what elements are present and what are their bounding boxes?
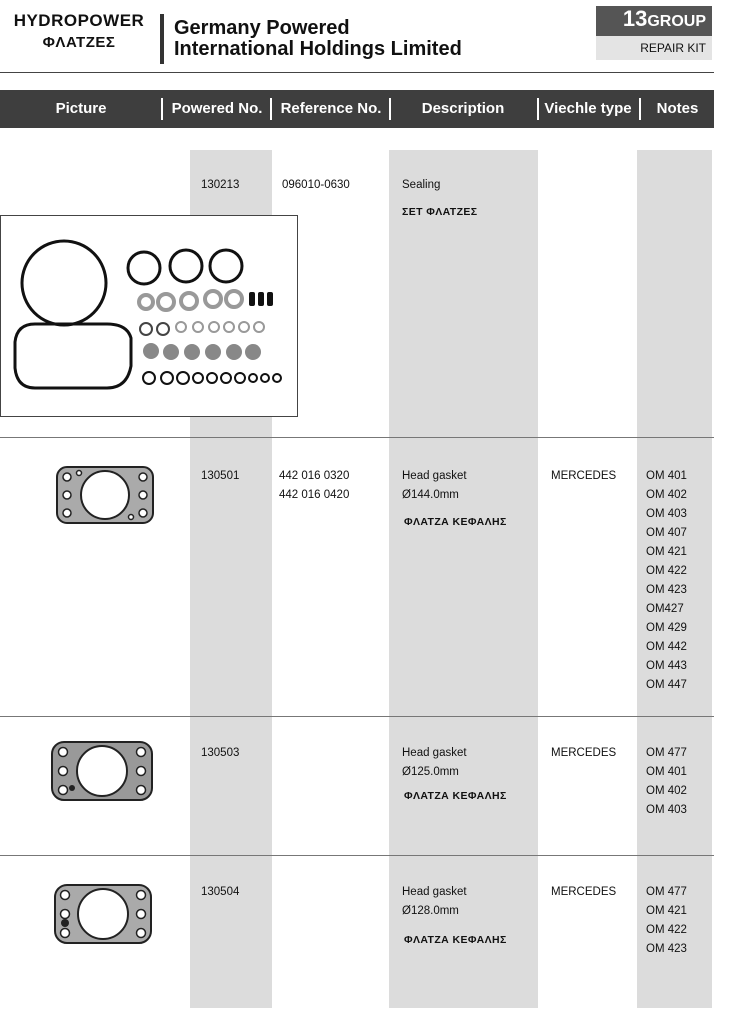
diameter: Ø125.0mm <box>402 766 459 778</box>
company-line-2: International Holdings Limited <box>174 38 462 60</box>
group-badge <box>596 6 712 36</box>
note-item: OM 422 <box>646 924 687 936</box>
row-divider <box>0 716 714 717</box>
brand-subtitle: ΦΛΑΤΖΕΣ <box>42 33 116 51</box>
description: Sealing <box>402 179 441 191</box>
note-item: OM 401 <box>646 766 687 778</box>
note-item: OM 429 <box>646 622 687 634</box>
company-name <box>174 18 462 60</box>
head-gasket-image <box>53 883 153 945</box>
col-reference-no: Reference No. <box>280 100 382 117</box>
header-divider <box>160 14 164 64</box>
reference-no: 096010-0630 <box>282 179 350 191</box>
note-item: OM 477 <box>646 747 687 759</box>
description-greek: ΣΕΤ ΦΛΑΤΖΕΣ <box>402 206 478 218</box>
powered-no: 130213 <box>201 179 240 191</box>
group-label: GROUP <box>647 13 706 30</box>
vehicle-type: MERCEDES <box>551 886 617 898</box>
description: Head gasket <box>402 886 467 898</box>
col-vehicle-type: Viechle type <box>544 100 632 117</box>
table-header <box>0 90 714 128</box>
company-line-1: Germany Powered <box>174 17 350 39</box>
note-item: OM 442 <box>646 641 687 653</box>
note-item: OM 423 <box>646 943 687 955</box>
description: Head gasket <box>402 747 467 759</box>
powered-no: 130503 <box>201 747 240 759</box>
note-item: OM 423 <box>646 584 687 596</box>
description: Head gasket <box>402 470 467 482</box>
description-greek: ΦΛΑΤΖΑ ΚΕΦΑΛΗΣ <box>404 516 507 528</box>
note-item: OM 401 <box>646 470 687 482</box>
head-gasket-image <box>55 465 155 525</box>
group-subtitle: REPAIR KIT <box>596 36 712 60</box>
row-divider <box>0 855 714 856</box>
note-item: OM427 <box>646 603 684 615</box>
description-greek: ΦΛΑΤΖΑ ΚΕΦΑΛΗΣ <box>404 790 507 802</box>
note-item: OM 402 <box>646 785 687 797</box>
head-gasket-image <box>50 740 154 802</box>
brand-logo <box>0 10 158 53</box>
note-item: OM 421 <box>646 905 687 917</box>
notes-list <box>646 744 687 820</box>
note-item: OM 402 <box>646 489 687 501</box>
col-description: Description <box>421 100 505 117</box>
notes-list <box>646 883 687 959</box>
powered-no: 130504 <box>201 886 240 898</box>
notes-list <box>646 467 687 695</box>
note-item: OM 422 <box>646 565 687 577</box>
note-item: OM 403 <box>646 508 687 520</box>
powered-no: 130501 <box>201 470 240 482</box>
col-separator <box>161 98 163 120</box>
col-notes: Notes <box>656 100 699 117</box>
note-item: OM 477 <box>646 886 687 898</box>
col-powered-no: Powered No. <box>171 100 263 117</box>
note-item: OM 421 <box>646 546 687 558</box>
description-greek: ΦΛΑΤΖΑ ΚΕΦΑΛΗΣ <box>404 934 507 946</box>
brand-name: HYDROPOWER <box>13 11 145 30</box>
note-item: OM 447 <box>646 679 687 691</box>
note-item: OM 407 <box>646 527 687 539</box>
header-rule <box>0 72 714 73</box>
vehicle-type: MERCEDES <box>551 747 617 759</box>
row-divider <box>0 437 714 438</box>
note-item: OM 403 <box>646 804 687 816</box>
diameter: Ø128.0mm <box>402 905 459 917</box>
col-picture: Picture <box>55 100 107 117</box>
diameter: Ø144.0mm <box>402 489 459 501</box>
note-item: OM 443 <box>646 660 687 672</box>
vehicle-type: MERCEDES <box>551 470 617 482</box>
repair-kit-image <box>0 215 298 417</box>
reference-no: 442 016 0320 <box>279 470 350 482</box>
group-number: 13 <box>622 6 648 31</box>
shade-description-col <box>389 150 538 1008</box>
reference-no: 442 016 0420 <box>279 489 350 501</box>
